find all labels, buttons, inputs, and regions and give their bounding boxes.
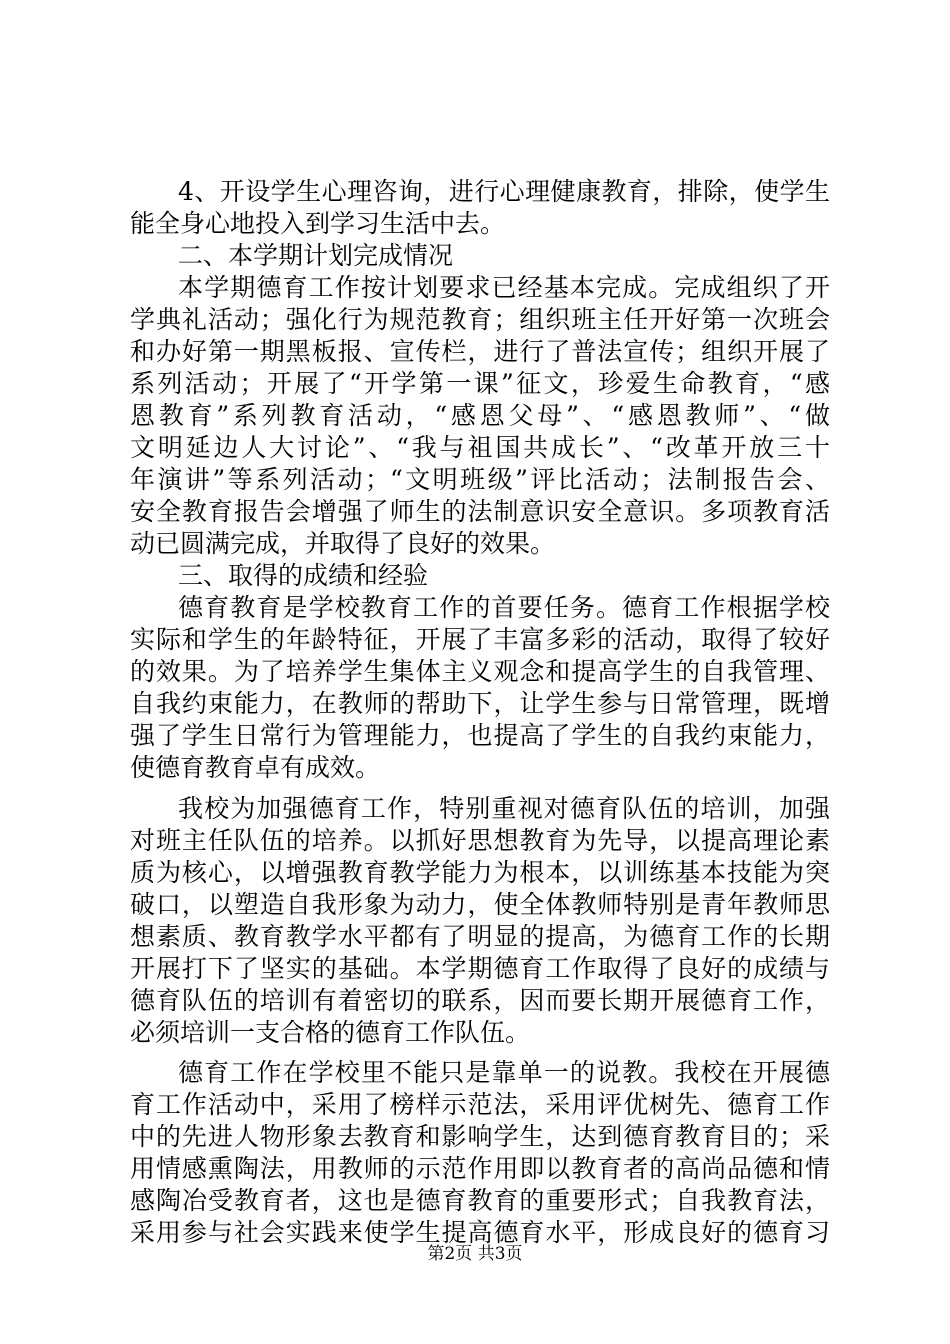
text-line: 年演讲”等系列活动；“文明班级”评比活动；法制报告会、 [130, 465, 830, 494]
text-line: 我校为加强德育工作，特别重视对德育队伍的培训，加强 [178, 794, 830, 823]
text-line: 德育教育是学校教育工作的首要任务。德育工作根据学校 [178, 593, 830, 622]
page-number-footer: 第2页 共3页 [427, 1244, 523, 1264]
text-line: 中的先进人物形象去教育和影响学生，达到德育教育目的；采 [130, 1122, 830, 1151]
text-line: 和办好第一期黑板报、宣传栏，进行了普法宣传；组织开展了 [130, 337, 830, 366]
text-line: 恩教育”系列教育活动，“感恩父母”、“感恩教师”、“做 [130, 401, 830, 430]
text-line: 育工作活动中，采用了榜样示范法，采用评优树先、德育工作 [130, 1090, 830, 1119]
text-line: 德育工作在学校里不能只是靠单一的说教。我校在开展德 [178, 1058, 830, 1087]
text-line: 学典礼活动；强化行为规范教育；组织班主任开好第一次班会 [130, 305, 830, 334]
text-line: 必须培训一支合格的德育工作队伍。 [130, 1018, 531, 1047]
text-line: 自我约束能力，在教师的帮助下，让学生参与日常管理，既增 [130, 689, 830, 718]
text-line: 安全教育报告会增强了师生的法制意识安全意识。多项教育活 [130, 497, 830, 526]
text-line: 想素质、教育教学水平都有了明显的提高，为德育工作的长期 [130, 922, 830, 951]
text-line: 使德育教育卓有成效。 [130, 753, 381, 782]
text-line: 实际和学生的年龄特征，开展了丰富多彩的活动，取得了较好 [130, 625, 830, 654]
text-line: 采用参与社会实践来使学生提高德育水平，形成良好的德育习 [130, 1218, 830, 1247]
text-line: 破口，以塑造自我形象为动力，使全体教师特别是青年教师思 [130, 890, 830, 919]
text-line: 感陶冶受教育者，这也是德育教育的重要形式；自我教育法， [130, 1186, 830, 1215]
section-heading: 二、本学期计划完成情况 [178, 241, 454, 270]
text-line: 的效果。为了培养学生集体主义观念和提高学生的自我管理、 [130, 657, 830, 686]
text-line: 德育队伍的培训有着密切的联系，因而要长期开展德育工作， [130, 986, 830, 1015]
text-line: 开展打下了坚实的基础。本学期德育工作取得了良好的成绩与 [130, 954, 830, 983]
text-line: 动已圆满完成，并取得了良好的效果。 [130, 529, 556, 558]
text-line: 系列活动；开展了“开学第一课”征文，珍爱生命教育，“感 [130, 369, 830, 398]
section-heading: 三、取得的成绩和经验 [178, 561, 429, 590]
text-line: 质为核心，以增强教育教学能力为根本，以训练基本技能为突 [130, 858, 830, 887]
text-line: 强了学生日常行为管理能力，也提高了学生的自我约束能力， [130, 721, 830, 750]
text-line: 本学期德育工作按计划要求已经基本完成。完成组织了开 [178, 273, 830, 302]
text-line: 对班主任队伍的培养。以抓好思想教育为先导，以提高理论素 [130, 826, 830, 855]
text-line: 文明延边人大讨论”、“我与祖国共成长”、“改革开放三十 [130, 433, 830, 462]
text-line: 4、开设学生心理咨询，进行心理健康教育，排除，使学生 [178, 177, 830, 206]
text-line: 用情感熏陶法，用教师的示范作用即以教育者的高尚品德和情 [130, 1154, 830, 1183]
text-line: 能全身心地投入到学习生活中去。 [130, 209, 506, 238]
